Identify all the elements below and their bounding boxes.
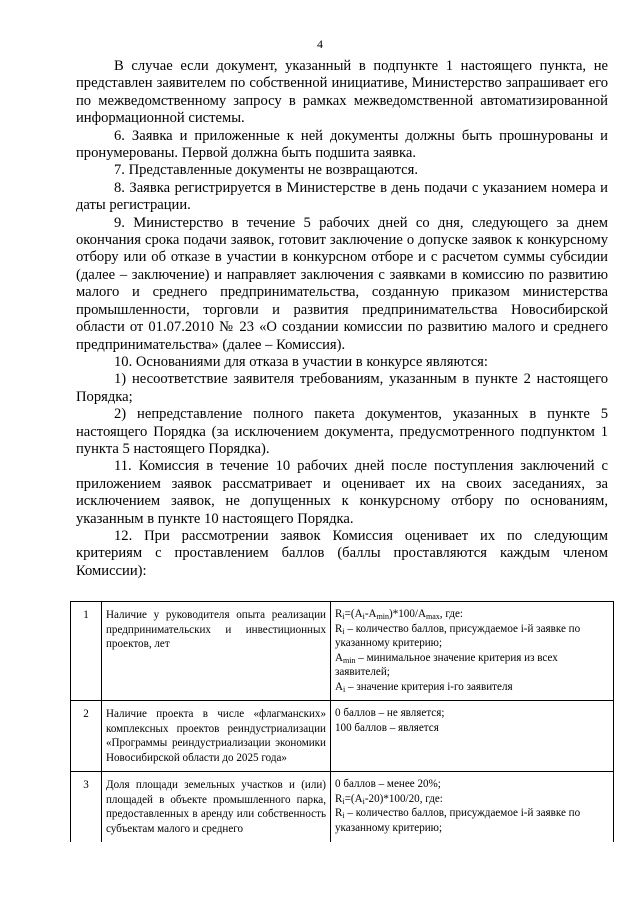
- criterion-cell: Доля площади земельных участков и (или) площадей в объекте промышленного парка, предоставленных в аренду или собственность субъектам малого и среднего: [102, 772, 331, 843]
- score-line: 100 баллов – является: [335, 721, 439, 734]
- table-row: [71, 701, 614, 772]
- paragraph: 10. Основаниями для отказа в участии в конкурсе являются:: [114, 353, 488, 370]
- paragraph: 8. Заявка регистрируется в Министерстве в день подачи с указанием номера и даты регистрации.: [76, 179, 608, 214]
- criterion-cell: Наличие у руководителя опыта реализации предпринимательских и инвестиционных проектов, лет: [102, 602, 331, 701]
- paragraph: 9. Министерство в течение 5 рабочих дней со дня, следующего за днем окончания срока подачи заявок, готовит заключение о допуске заявок к конкурсному отбору или об отказе в участии в конкурсном отборе и с расчетом суммы субсидии (далее – заключение) и направляет заключения с заявками в комиссию по развитию малого и среднего предпринимательства, созданную приказом министерства промышленности, торговли и развития предпринимательства Новосибирской области от 01.07.2010 № 23 «О создании комиссии по развитию малого и среднего предпринимательства» (далее – Комиссия).: [76, 214, 608, 353]
- score-line: 0 баллов – менее 20%;: [335, 778, 441, 790]
- paragraph: 1) несоответствие заявителя требованиям, указанным в пункте 2 настоящего Порядка;: [76, 371, 608, 405]
- score-line: 0 баллов – не является;: [335, 707, 445, 719]
- table-row: [71, 602, 614, 701]
- row-number: 2: [71, 701, 102, 772]
- paragraph: 11. Комиссия в течение 10 рабочих дней после поступления заключений с приложением заявок рассматривает и оценивает их на своих заседаниях, за исключением заявок, не допущенных к конкурсному отбору по основаниям, указанным в пункте 10 настоящего Порядка.: [76, 458, 608, 527]
- paragraph: В случае если документ, указанный в подпункте 1 настоящего пункта, не представлен заявителем по собственной инициативе, Министерство запрашивает его по межведомственному запросу в рамках межведомственной автоматизированной информационной системы.: [76, 58, 608, 127]
- formula-legend-line: $R_i$ – количество баллов, присуждаемое i-й заявке по указанному критерию;: [335, 622, 581, 649]
- formula-legend-line: $A_{min}$ – минимальное значение критерия из всех заявителей;: [335, 651, 558, 678]
- paragraph: 12. При рассмотрении заявок Комиссия оценивает их по следующим критериям с проставлением баллов (баллы проставляются каждым членом Комиссии):: [76, 527, 608, 579]
- formula-legend-line: $R_i$ – количество баллов, присуждаемое i-й заявке по указанному критерию;: [335, 807, 581, 834]
- row-number: 1: [71, 602, 102, 701]
- criterion-cell: Наличие проекта в числе «флагманских» комплексных проектов реиндустриализации «Программы реиндустриализации экономики Новосибирской области до 2025 года»: [102, 701, 331, 772]
- paragraph: 2) непредставление полного пакета документов, указанных в пункте 5 настоящего Порядка (за исключением документа, предусмотренного подпунктом 1 пункта 5 настоящего Порядка).: [76, 406, 608, 457]
- document-body: [76, 58, 608, 580]
- row-number: 3: [71, 772, 102, 843]
- score-cell: [331, 701, 614, 772]
- formula-legend-line: $A_i$ – значение критерия i-го заявителя: [335, 680, 513, 694]
- score-cell: [331, 772, 614, 843]
- page-number: 4: [317, 37, 323, 51]
- formula: $R_i=(A_i-20)*100/20$, где:: [335, 792, 443, 806]
- paragraph: 7. Представленные документы не возвращаются.: [114, 162, 418, 179]
- criteria-table: [70, 601, 614, 842]
- formula: $R_i=(A_i-A_{min})*100/A_{max}$, где:: [335, 608, 463, 621]
- score-cell: [331, 602, 614, 701]
- paragraph: 6. Заявка и приложенные к ней документы должны быть прошнурованы и пронумерованы. Первой должна быть подшита заявка.: [76, 127, 608, 162]
- table-row: [71, 772, 614, 843]
